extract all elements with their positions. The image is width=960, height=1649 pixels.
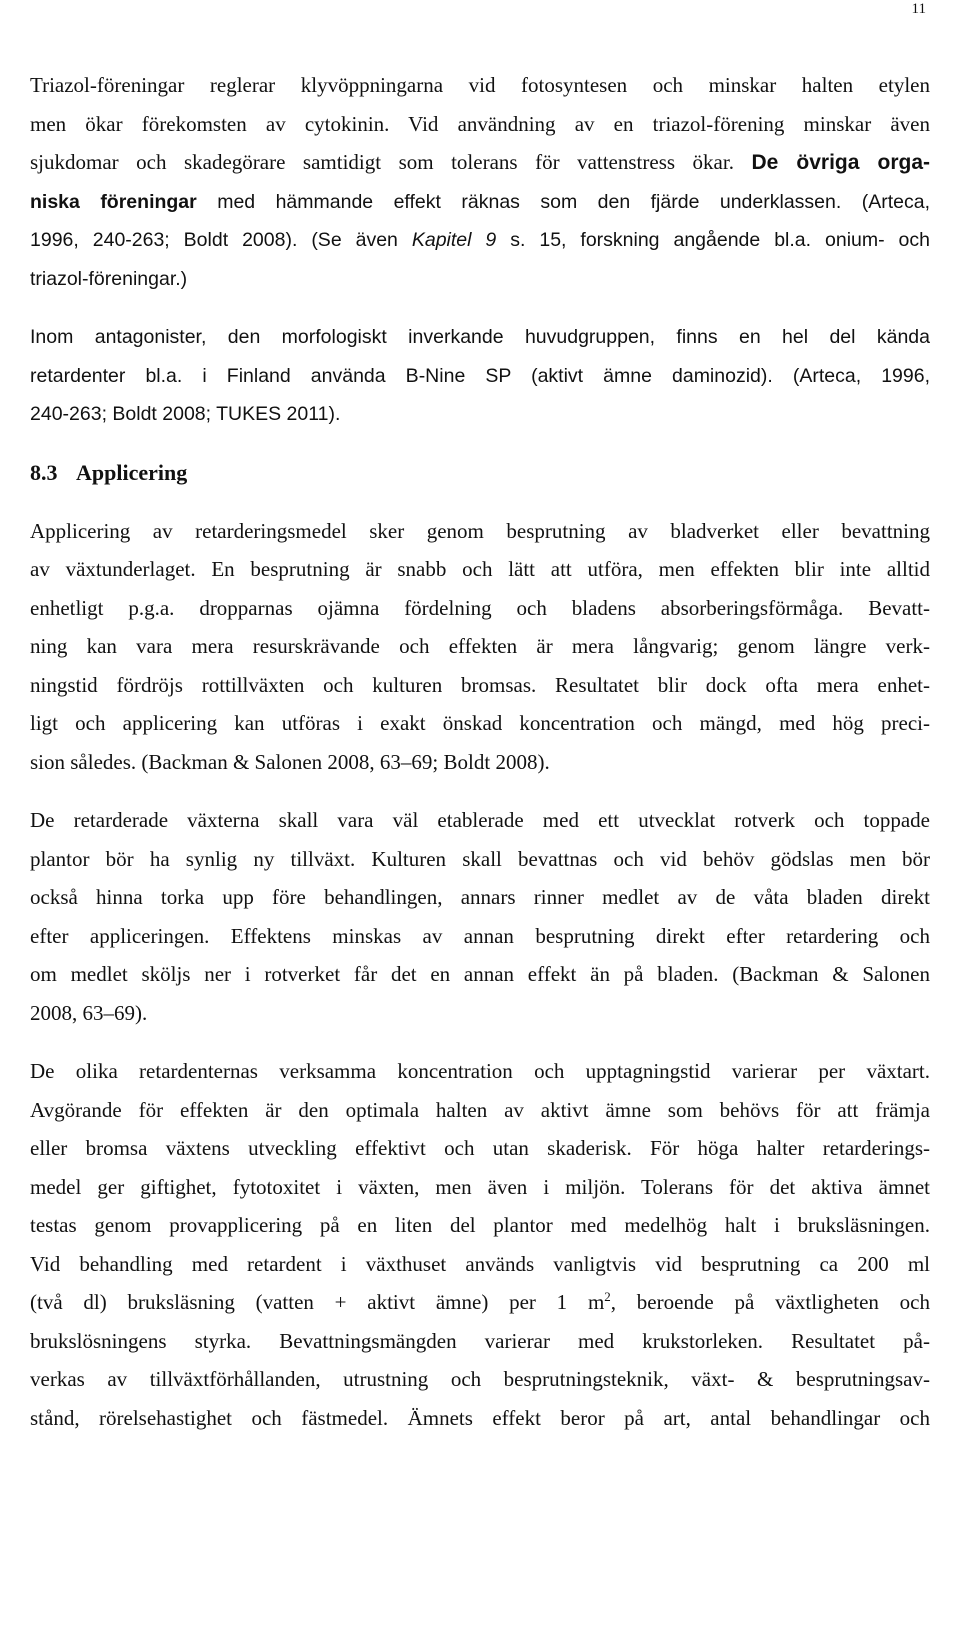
paragraph-koncentration: [30, 1052, 930, 1437]
text-line: [30, 1283, 930, 1322]
text-line: verkas av tillväxtförhållanden, utrustning och besprutningsteknik, växt- & besprutningsav-: [30, 1367, 930, 1391]
chapter-reference: Kapitel 9: [411, 229, 497, 251]
text-line: Avgörande för effekten är den optimala halten av aktivt ämne som behövs för att främja: [30, 1097, 930, 1122]
text-run: , beroende på växtligheten och: [610, 1290, 930, 1314]
text-line: Applicering av retarderingsmedel sker genom besprutning av bladverket eller bevattning: [30, 518, 930, 543]
section-heading: [30, 454, 930, 492]
paragraph-triazol: [30, 66, 930, 298]
text-line: De retarderade växterna skall vara väl etablerade med ett utvecklat rotverk och toppade: [30, 808, 930, 832]
text-run: s. 15, forskning angående bl.a. onium- och: [496, 229, 930, 251]
section-title: Applicering: [76, 459, 188, 485]
paragraph-etablerade: [30, 801, 930, 1032]
text-run: sjukdomar och skadegörare samtidigt som tolerans för vattenstress ökar.: [30, 150, 734, 174]
paragraph-antagonister: [30, 318, 930, 434]
text-line: 2008, 63–69).: [30, 1000, 148, 1025]
text-line: De olika retardenternas verksamma koncentration och upptagningstid varierar per växtart.: [30, 1059, 930, 1083]
text-line: ligt och applicering kan utföras i exakt önskad koncentration och mängd, med hög preci-: [30, 711, 930, 735]
text-line: medel ger giftighet, fytotoxitet i växten, men även i miljön. Tolerans för det aktiva ämnet: [30, 1174, 930, 1199]
text-line: ning kan vara mera resurskrävande och effekten är mera långvarig; genom längre verk-: [30, 634, 930, 658]
bold-term: De övriga orga-: [751, 151, 931, 174]
text-line: sion således. (Backman & Salonen 2008, 63–69; Boldt 2008).: [30, 749, 550, 774]
text-line: men ökar förekomsten av cytokinin. Vid användning av en triazol-förening minskar även: [30, 111, 930, 136]
text-line: Inom antagonister, den morfologiskt inverkande huvudgruppen, finns en hel del kända: [30, 326, 930, 348]
page-number: 11: [911, 1, 926, 17]
text-line: enhetligt p.g.a. dropparnas ojämna fördelning och bladens absorberingsförmåga. Bevatt-: [30, 595, 930, 620]
text-run: med hämmande effekt räknas som den fjärde underklassen. (Arteca,: [196, 190, 930, 213]
text-run: (två dl) bruksläsning (vatten + aktivt ämne) per 1 m: [30, 1290, 605, 1314]
text-line: av växtunderlaget. En besprutning är snabb och lätt att utföra, men effekten blir inte alltid: [30, 557, 930, 581]
text-line: om medlet sköljs ner i rotverket får det en annan effekt än på bladen. (Backman & Salonen: [30, 962, 930, 986]
text-line: [30, 221, 930, 260]
document-body: [30, 66, 930, 1437]
text-line: brukslösningens styrka. Bevattningsmängden varierar med krukstorleken. Resultatet på-: [30, 1328, 930, 1353]
section-number: 8.3: [30, 459, 58, 485]
paragraph-applicering: [30, 512, 930, 782]
text-line: plantor bör ha synlig ny tillväxt. Kulturen skall bevattnas och vid behöv gödslas men bör: [30, 846, 930, 871]
text-line: Triazol-föreningar reglerar klyvöppningarna vid fotosyntesen och minskar halten etylen: [30, 73, 930, 97]
text-line: [30, 143, 930, 183]
text-line: [30, 183, 930, 222]
superscript: 2: [604, 1289, 611, 1304]
text-line: stånd, rörelsehastighet och fästmedel. Ämnets effekt beror på art, antal behandlingar och: [30, 1405, 930, 1430]
text-line: Vid behandling med retardent i växthuset används vanligtvis vid besprutning ca 200 ml: [30, 1251, 930, 1276]
text-line: retardenter bl.a. i Finland använda B-Nine SP (aktivt ämne daminozid). (Arteca, 1996,: [30, 364, 930, 387]
text-line: också hinna torka upp före behandlingen, annars rinner medlet av de våta bladen direkt: [30, 885, 930, 909]
text-line: testas genom provapplicering på en liten del plantor med medelhög halt i bruksläsningen.: [30, 1213, 930, 1237]
text-run: 1996, 240-263; Boldt 2008). (Se även: [30, 229, 412, 251]
bold-term: niska föreningar: [30, 190, 197, 213]
text-line: ningstid fördröjs rottillväxten och kulturen bromsas. Resultatet blir dock ofta mera enhet-: [30, 672, 930, 697]
text-line: efter appliceringen. Effektens minskas av annan besprutning direkt efter retardering och: [30, 923, 930, 948]
text-line: 240-263; Boldt 2008; TUKES 2011).: [30, 403, 341, 425]
text-line: triazol-föreningar.): [30, 267, 188, 290]
text-line: eller bromsa växtens utveckling effektivt och utan skaderisk. För höga halter retarderings-: [30, 1136, 930, 1160]
